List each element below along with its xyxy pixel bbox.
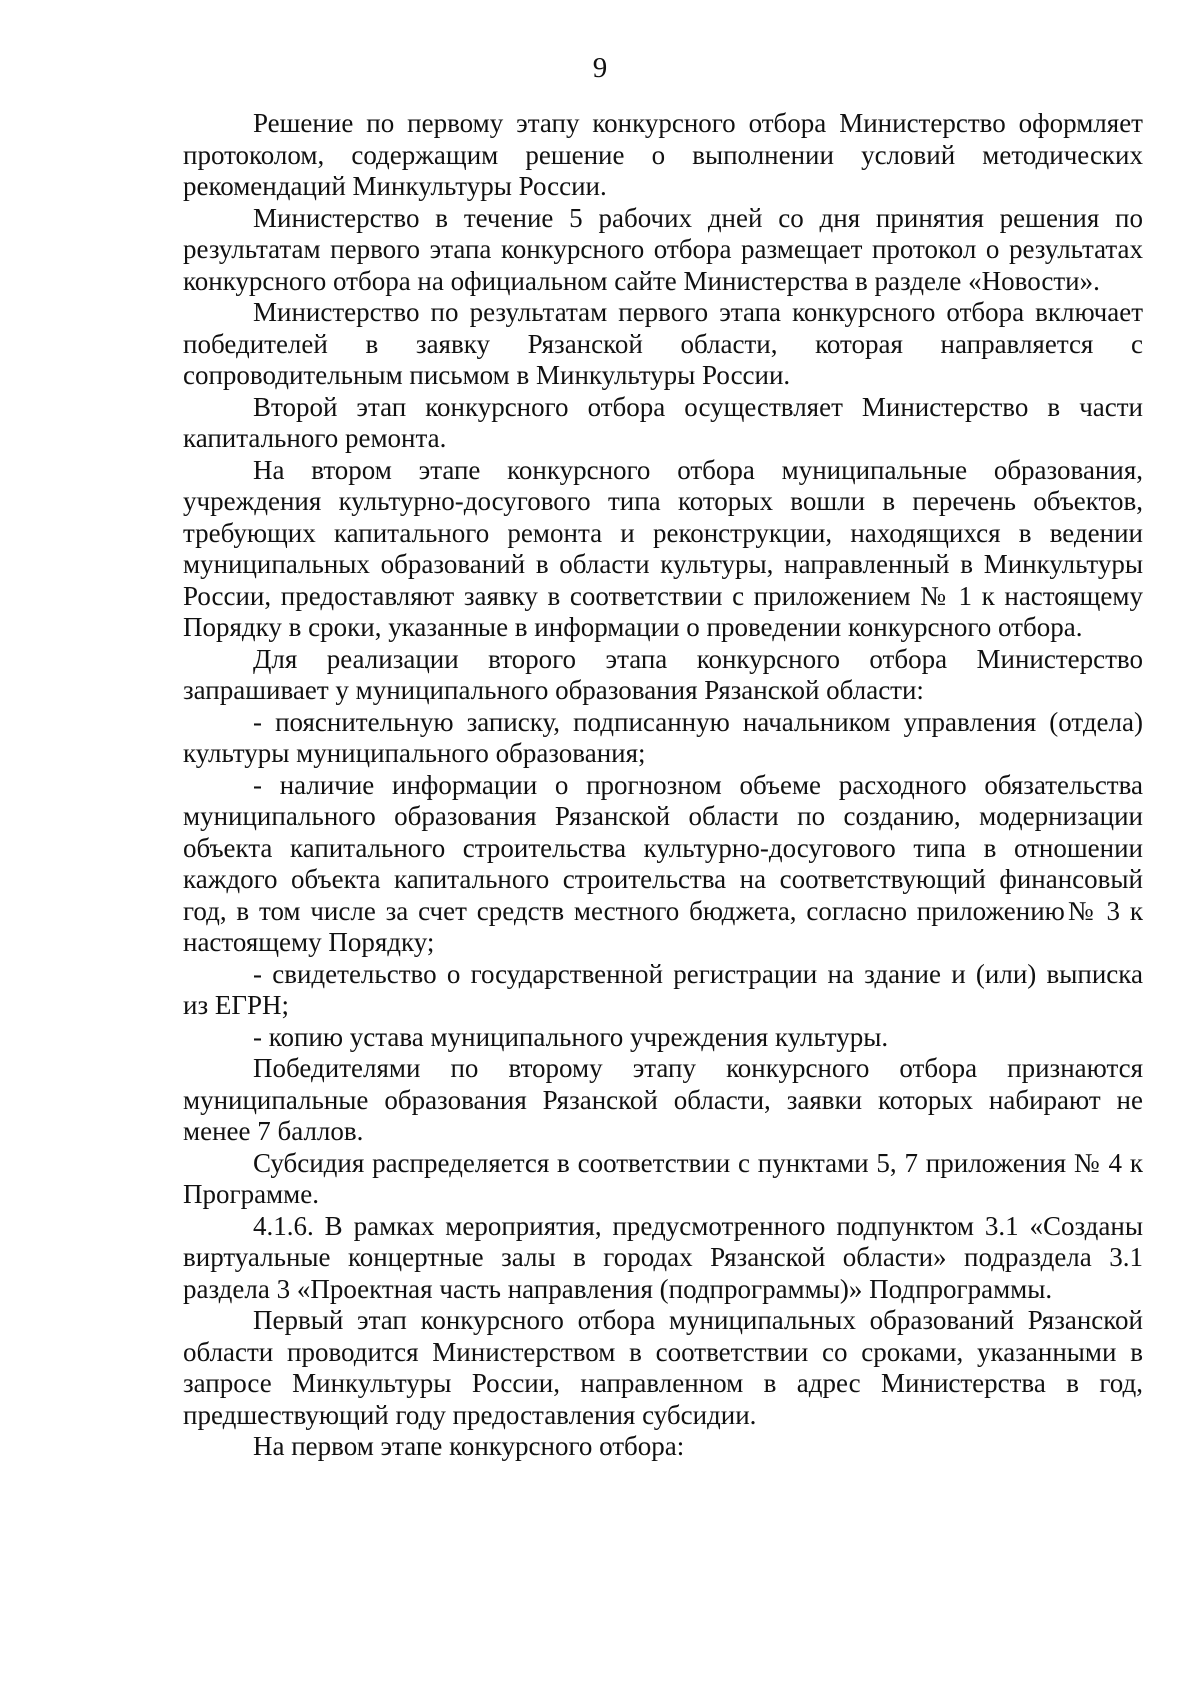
list-item: - наличие информации о прогнозном объеме расходного обязательства муниципального образования Рязанской области по созданию, модернизации объекта капитального строительства культурно-досугового типа в отношении каждого объекта капитального строительства на соответствующий финансовый год, в том числе за счет средств местного бюджета, согласно приложению№ 3 к настоящему Порядку; xyxy=(183,769,1143,957)
paragraph: Второй этап конкурсного отбора осуществляет Министерство в части капитального ремонта. xyxy=(183,391,1143,453)
paragraph: Решение по первому этапу конкурсного отбора Министерство оформляет протоколом, содержащим решение о выполнении условий методических рекомендаций Минкультуры России. xyxy=(183,108,1143,201)
paragraph: Для реализации второго этапа конкурсного отбора Министерство запрашивает у муниципального образования Рязанской области: xyxy=(183,643,1143,705)
document-body xyxy=(183,108,1143,1463)
paragraph: Субсидия распределяется в соответствии с пунктами 5, 7 приложения № 4 к Программе. xyxy=(183,1147,1143,1209)
paragraph: Министерство по результатам первого этапа конкурсного отбора включает победителей в заявку Рязанской области, которая направляется с сопроводительным письмом в Минкультуры России. xyxy=(183,297,1143,390)
paragraph: Первый этап конкурсного отбора муниципальных образований Рязанской области проводится Министерством в соответствии со сроками, указанными в запросе Минкультуры России, направленном в адрес Министерства в год, предшествующий году предоставления субсидии. xyxy=(183,1305,1143,1430)
paragraph: Победителями по второму этапу конкурсного отбора признаются муниципальные образования Рязанской области, заявки которых набирают не менее 7 баллов. xyxy=(183,1053,1143,1146)
paragraph: На втором этапе конкурсного отбора муниципальные образования, учреждения культурно-досугового типа которых вошли в перечень объектов, требующих капитального ремонта и реконструкции, находящихся в ведении муниципальных образований в области культуры, направленный в Минкультуры России, предоставляют заявку в соответствии с приложением № 1 к настоящему Порядку в сроки, указанные в информации о проведении конкурсного отбора. xyxy=(183,454,1143,642)
paragraph: 4.1.6. В рамках мероприятия, предусмотренного подпунктом 3.1 «Созданы виртуальные концертные залы в городах Рязанской области» подраздела 3.1 раздела 3 «Проектная часть направления (подпрограммы)» Подпрограммы. xyxy=(183,1210,1143,1304)
list-item: - копию устава муниципального учреждения культуры. xyxy=(253,1021,889,1052)
page-number: 9 xyxy=(592,52,608,84)
list-item: - пояснительную записку, подписанную начальником управления (отдела) культуры муниципального образования; xyxy=(183,706,1143,768)
paragraph: На первом этапе конкурсного отбора: xyxy=(253,1431,685,1461)
list-item: - свидетельство о государственной регистрации на здание и (или) выписка из ЕГРН; xyxy=(183,958,1143,1020)
paragraph: Министерство в течение 5 рабочих дней со дня принятия решения по результатам первого этапа конкурсного отбора размещает протокол о результатах конкурсного отбора на официальном сайте Министерства в разделе «Новости». xyxy=(183,202,1143,296)
